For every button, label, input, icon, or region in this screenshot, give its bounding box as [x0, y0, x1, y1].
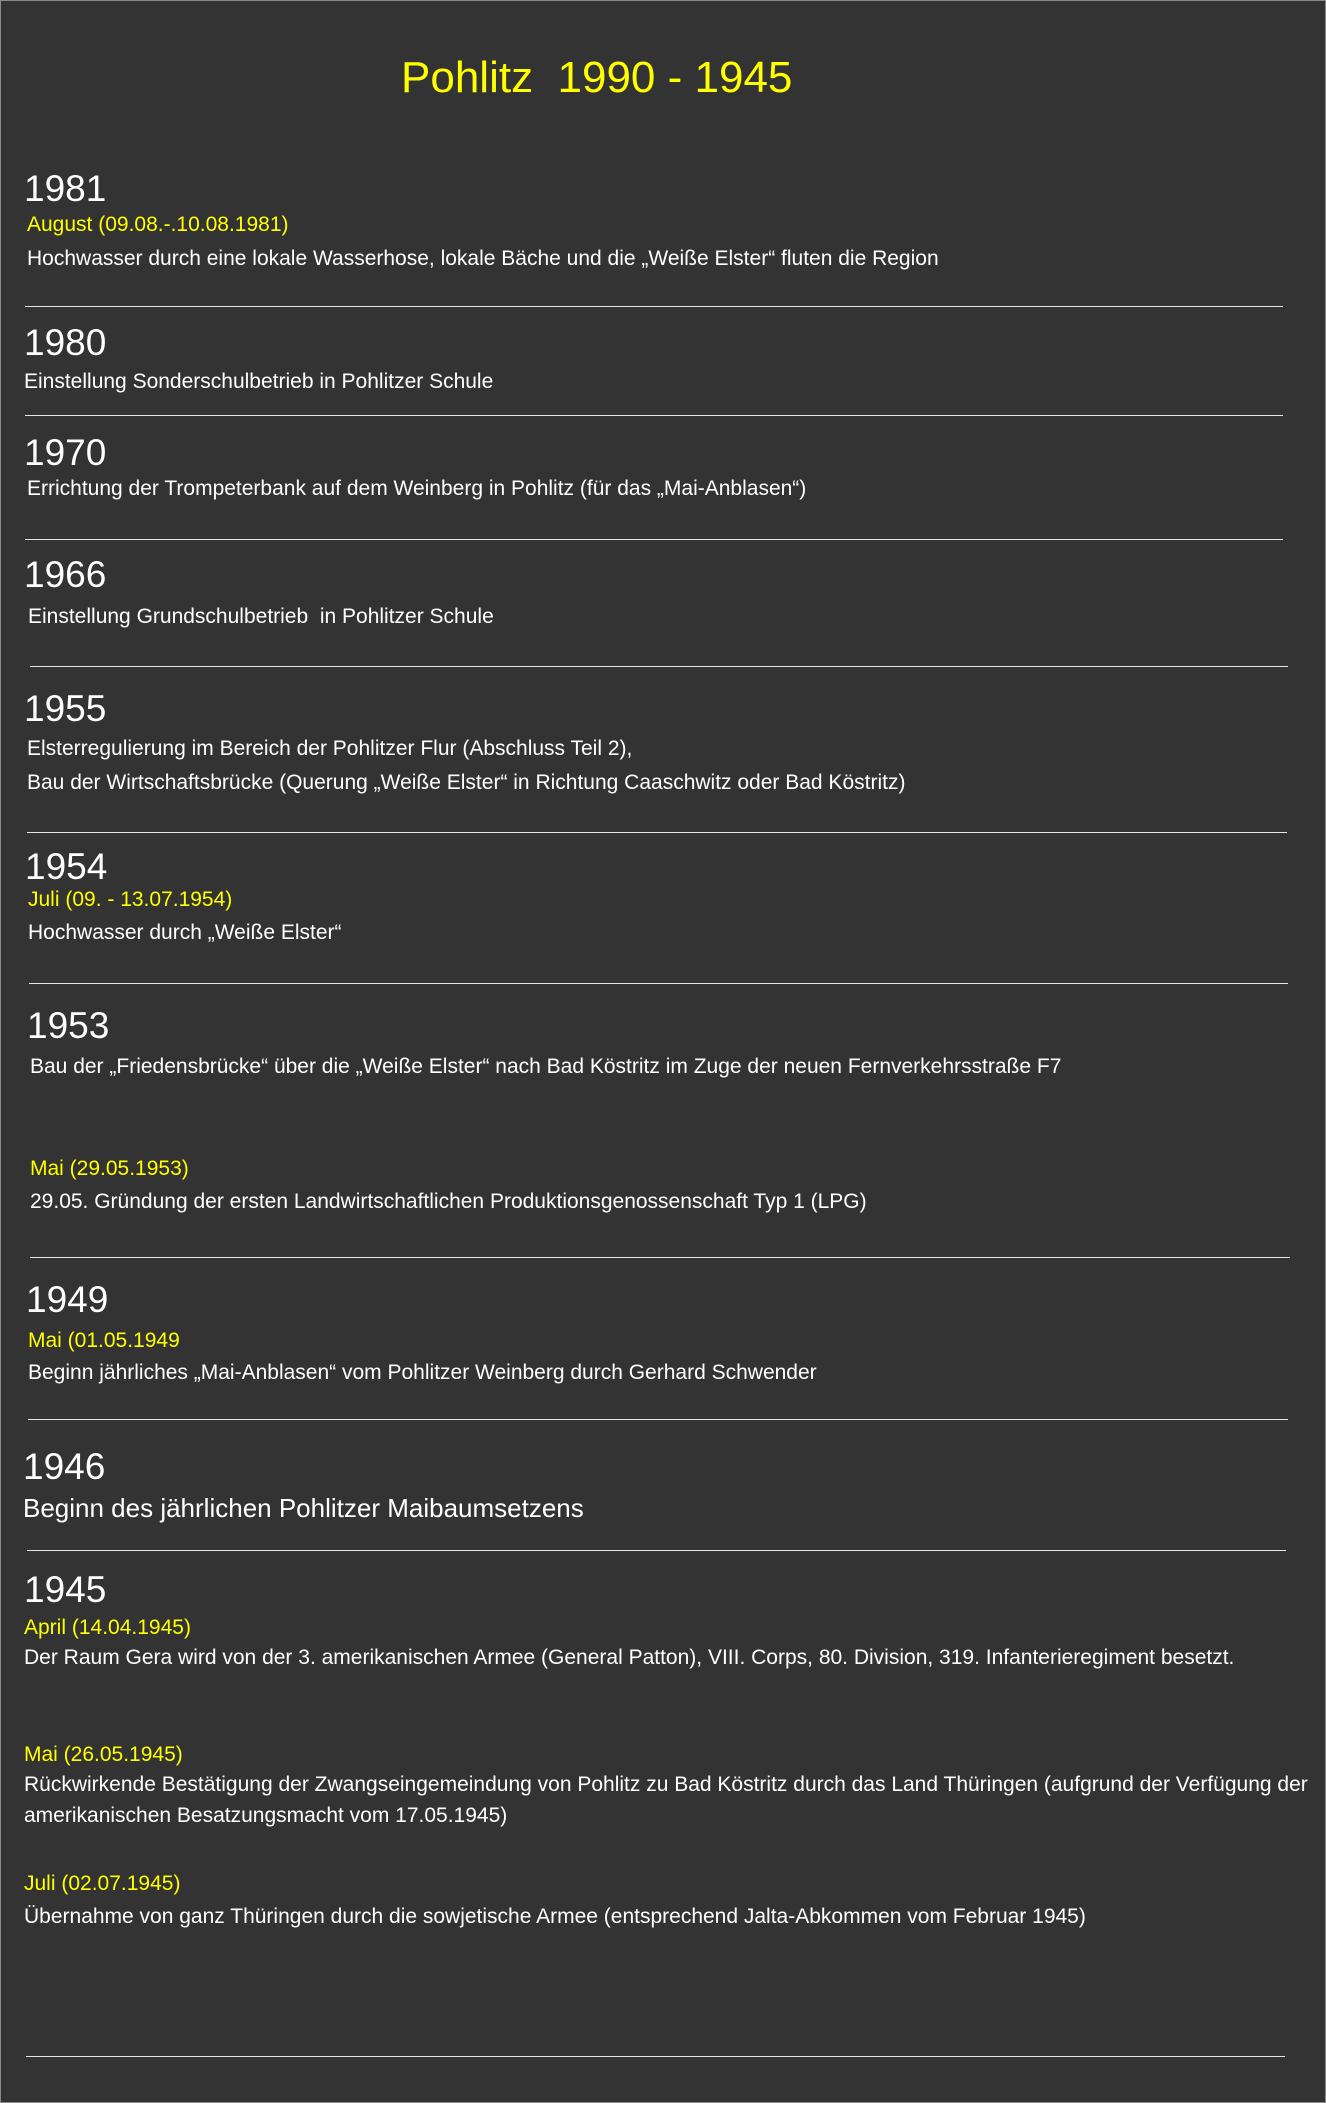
divider: [29, 983, 1288, 984]
year-heading-1966: 1966: [24, 554, 107, 595]
page-title: Pohlitz 1990 - 1945: [401, 53, 793, 102]
event-text: 29.05. Gründung der ersten Landwirtschaftlichen Produktionsgenossenschaft Typ 1 (LPG): [30, 1190, 867, 1213]
event-date: Juli (09. - 13.07.1954): [28, 888, 233, 911]
divider: [27, 832, 1287, 833]
event-date: Mai (26.05.1945): [24, 1743, 183, 1766]
event-text: Beginn jährliches „Mai-Anblasen“ vom Pohlitzer Weinberg durch Gerhard Schwender: [28, 1361, 817, 1384]
divider: [30, 666, 1288, 667]
year-heading-1970: 1970: [24, 432, 107, 473]
divider: [27, 1550, 1286, 1551]
event-text: Bau der Wirtschaftsbrücke (Querung „Weiße Elster“ in Richtung Caaschwitz oder Bad Köstritz): [27, 771, 906, 794]
year-heading-1945: 1945: [24, 1569, 107, 1610]
event-text: Einstellung Sonderschulbetrieb in Pohlitzer Schule: [24, 370, 494, 393]
year-heading-1955: 1955: [24, 688, 107, 729]
divider: [25, 539, 1283, 540]
year-heading-1954: 1954: [25, 846, 108, 887]
event-date: April (14.04.1945): [24, 1616, 191, 1639]
event-text: Der Raum Gera wird von der 3. amerikanischen Armee (General Patton), VIII. Corps, 80. Division, 319. Infanterieregiment besetzt.: [24, 1646, 1235, 1669]
divider: [25, 415, 1283, 416]
divider: [26, 2056, 1285, 2057]
event-date: Mai (01.05.1949: [28, 1329, 180, 1352]
event-date: Juli (02.07.1945): [24, 1872, 181, 1895]
year-heading-1953: 1953: [27, 1005, 110, 1046]
year-heading-1949: 1949: [26, 1279, 109, 1320]
event-text: Hochwasser durch eine lokale Wasserhose, lokale Bäche und die „Weiße Elster“ fluten die Region: [27, 247, 939, 270]
event-text: Hochwasser durch „Weiße Elster“: [28, 921, 342, 944]
event-text: Übernahme von ganz Thüringen durch die sowjetische Armee (entsprechend Jalta-Abkommen vom Februar 1945): [24, 1905, 1086, 1928]
event-text: Beginn des jährlichen Pohlitzer Maibaumsetzens: [23, 1493, 584, 1523]
event-text: Errichtung der Trompeterbank auf dem Weinberg in Pohlitz (für das „Mai-Anblasen“): [27, 477, 807, 500]
year-heading-1981: 1981: [24, 168, 107, 209]
year-heading-1980: 1980: [24, 322, 107, 363]
divider: [25, 306, 1283, 307]
event-text: Rückwirkende Bestätigung der Zwangseingemeindung von Pohlitz zu Bad Köstritz durch das Land Thüringen (aufgrund der Verfügung der amerikanischen Besatzungsmacht vom 17.05.1945): [24, 1773, 1308, 1827]
event-text: Elsterregulierung im Bereich der Pohlitzer Flur (Abschluss Teil 2),: [27, 737, 633, 760]
event-date: Mai (29.05.1953): [30, 1157, 189, 1180]
event-text: Einstellung Grundschulbetrieb in Pohlitzer Schule: [28, 605, 494, 628]
divider: [30, 1257, 1290, 1258]
event-text: Bau der „Friedensbrücke“ über die „Weiße Elster“ nach Bad Köstritz im Zuge der neuen Fernverkehrsstraße F7: [30, 1055, 1062, 1078]
year-heading-1946: 1946: [23, 1446, 106, 1487]
divider: [28, 1419, 1288, 1420]
event-date: August (09.08.-.10.08.1981): [27, 213, 289, 236]
